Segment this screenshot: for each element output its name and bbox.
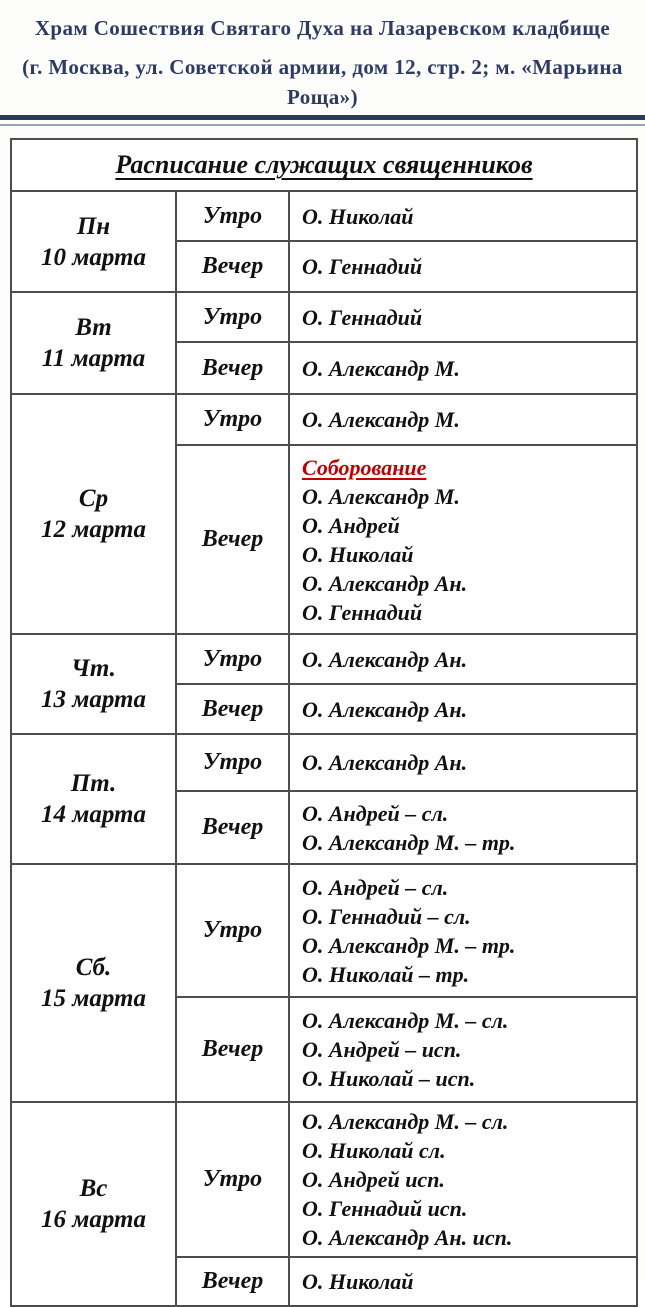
priest-name: О. Андрей – исп.: [302, 1037, 462, 1062]
day-cell: [11, 864, 176, 1102]
priest-name: О. Николай: [302, 1269, 414, 1294]
priest-name: О. Александр М. – сл.: [302, 1109, 509, 1134]
evening-names-cell: [289, 342, 637, 394]
day-cell: [11, 734, 176, 864]
priest-name: О. Николай: [302, 541, 414, 567]
special-event-label: Соборование: [302, 454, 427, 480]
time-label-evening: Вечер: [176, 1257, 289, 1306]
day-date: 16 марта: [41, 1206, 146, 1233]
evening-names-cell: [289, 997, 637, 1102]
day-cell: [11, 292, 176, 394]
priest-name: О. Геннадий – сл.: [302, 903, 471, 929]
priest-name: О. Андрей: [302, 512, 400, 538]
day-name: Вс: [79, 1175, 108, 1202]
priest-name: О. Геннадий исп.: [302, 1196, 468, 1221]
morning-names-cell: [289, 634, 637, 684]
priest-name: О. Геннадий: [302, 304, 423, 330]
schedule-title: [11, 139, 637, 191]
day-date: 13 марта: [41, 686, 146, 713]
priest-name: О. Геннадий: [302, 254, 423, 279]
priest-name: О. Николай сл.: [302, 1138, 446, 1163]
time-label-evening: Вечер: [176, 445, 289, 634]
morning-names-cell: [289, 292, 637, 342]
morning-names-cell: [289, 394, 637, 445]
time-label-morning: Утро: [176, 191, 289, 241]
priest-name: О. Николай – исп.: [302, 1066, 476, 1091]
priest-name: О. Александр Ан.: [302, 646, 468, 672]
priest-name: О. Александр М.: [302, 407, 460, 432]
day-name: Чт.: [71, 655, 116, 682]
priest-name: О. Александр Ан.: [302, 696, 468, 722]
evening-names-cell: [289, 241, 637, 292]
day-date: 10 марта: [41, 243, 146, 271]
priest-name: О. Геннадий: [302, 599, 423, 625]
table-row: [11, 864, 637, 997]
table-row: [11, 634, 637, 684]
day-name: Вт: [75, 314, 112, 341]
priest-name: О. Александр М. – сл.: [302, 1008, 509, 1033]
evening-names-cell: [289, 791, 637, 864]
priest-name: О. Александр М. – тр.: [302, 829, 516, 855]
time-label-evening: Вечер: [176, 241, 289, 292]
day-date: 11 марта: [41, 345, 146, 372]
day-date: 12 марта: [41, 516, 146, 543]
table-row: [11, 191, 637, 241]
evening-names-cell: [289, 445, 637, 634]
time-label-evening: Вечер: [176, 342, 289, 394]
table-title-row: [11, 139, 637, 191]
time-label-evening: Вечер: [176, 791, 289, 864]
morning-names-cell: [289, 191, 637, 241]
church-address: (г. Москва, ул. Советской армии, дом 12, стр. 2; м. «Марьина Роща»): [22, 55, 623, 109]
time-label-morning: Утро: [176, 394, 289, 445]
schedule-title-text: Расписание служащих священников: [115, 150, 533, 179]
priest-name: О. Александр М. – тр.: [302, 932, 516, 958]
day-cell: [11, 191, 176, 292]
priest-name: О. Александр Ан.: [302, 570, 468, 596]
priest-schedule-table: [10, 138, 638, 1307]
time-label-evening: Вечер: [176, 684, 289, 734]
header-divider-thin: [0, 124, 645, 126]
priest-name: О. Андрей исп.: [302, 1167, 445, 1192]
morning-names-cell: [289, 1102, 637, 1257]
church-name: Храм Сошествия Святаго Духа на Лазаревском кладбище: [34, 16, 611, 40]
table-row: [11, 734, 637, 791]
morning-names-cell: [289, 864, 637, 997]
priest-name: О. Александр Ан.: [302, 750, 468, 775]
header-divider-thick: [0, 115, 645, 120]
priest-name: О. Николай – тр.: [302, 961, 470, 987]
priest-name: О. Николай: [302, 203, 414, 229]
time-label-evening: Вечер: [176, 997, 289, 1102]
evening-names-cell: [289, 684, 637, 734]
table-row: [11, 292, 637, 342]
time-label-morning: Утро: [176, 1102, 289, 1257]
page-header: [0, 0, 645, 112]
morning-names-cell: [289, 734, 637, 791]
priest-name: О. Андрей – сл.: [302, 800, 449, 826]
time-label-morning: Утро: [176, 864, 289, 997]
day-cell: [11, 1102, 176, 1306]
time-label-morning: Утро: [176, 634, 289, 684]
table-row: [11, 1102, 637, 1257]
day-cell: [11, 634, 176, 734]
day-name: Пн: [76, 212, 111, 240]
table-row: [11, 394, 637, 445]
time-label-morning: Утро: [176, 292, 289, 342]
day-name: Пт.: [70, 770, 117, 797]
priest-name: О. Александр Ан. исп.: [302, 1225, 513, 1250]
priest-name: О. Александр М.: [302, 483, 460, 509]
day-cell: [11, 394, 176, 634]
priest-name: О. Александр М.: [302, 355, 460, 381]
day-name: Ср: [78, 485, 109, 512]
day-name: Сб.: [75, 954, 112, 981]
priest-name: О. Андрей – сл.: [302, 874, 449, 900]
evening-names-cell: [289, 1257, 637, 1306]
time-label-morning: Утро: [176, 734, 289, 791]
day-date: 14 марта: [41, 801, 146, 828]
day-date: 15 марта: [41, 985, 146, 1012]
